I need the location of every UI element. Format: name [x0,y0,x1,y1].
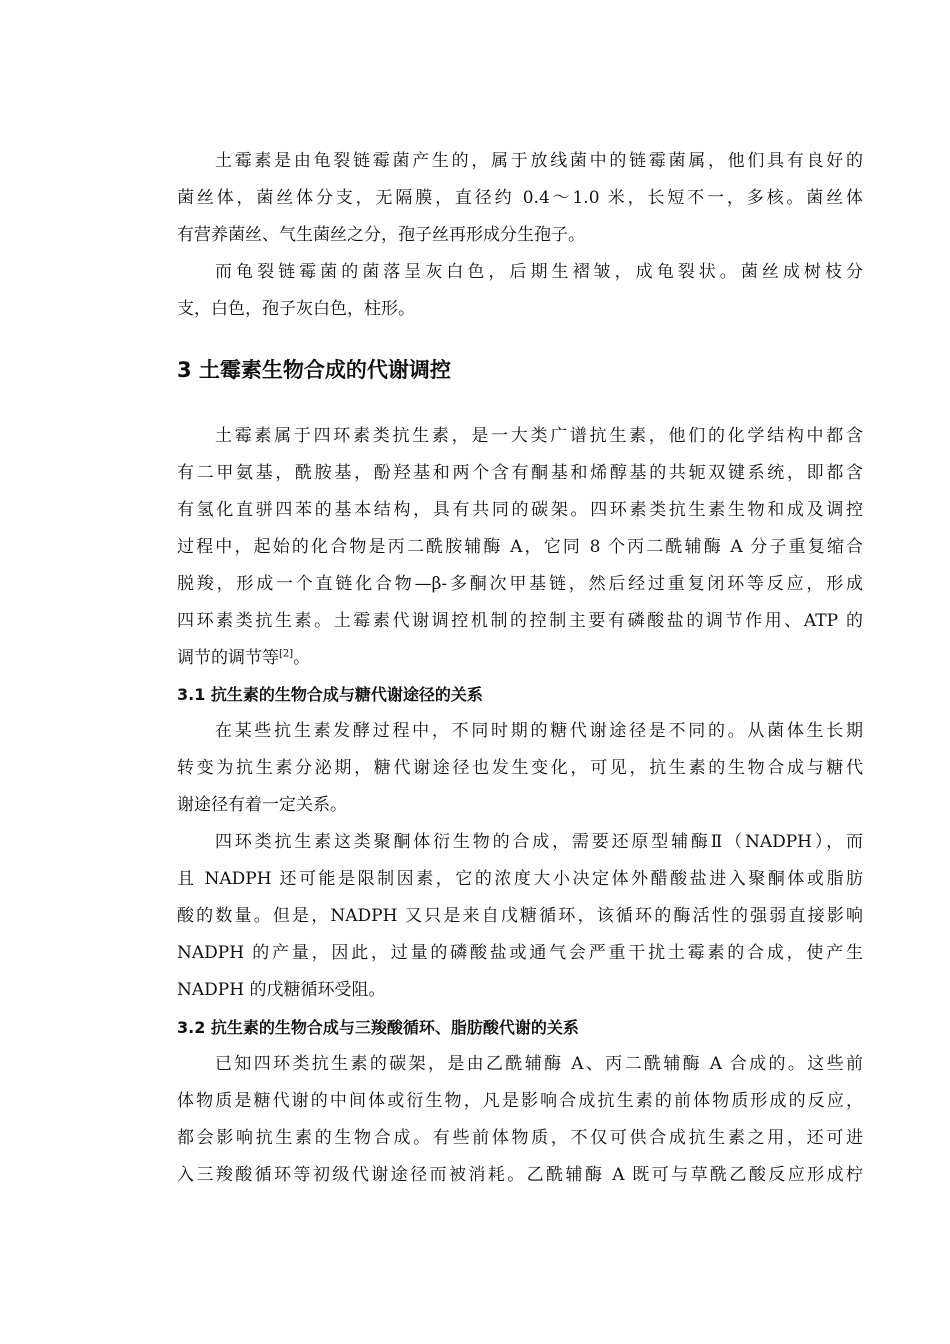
text-line: 已知四环类抗生素的碳架，是由乙酰辅酶 A、丙二酰辅酶 A 合成的。这些前 [215,1054,863,1074]
text-line: 酸的数量。但是，NADPH 又只是来自戊糖循环，该循环的酶活性的强弱直接影响 [177,906,863,926]
section-heading-3-1: 3.1 抗生素的生物合成与糖代谢途径的关系 [177,685,483,704]
text-line: 四环类抗生素这类聚酮体衍生物的合成，需要还原型辅酶Ⅱ（NADPH），而 [215,832,863,852]
paragraph-sugar-metabolism [177,713,863,824]
text-run: 调节的调节等 [177,648,279,668]
text-line: 入三羧酸循环等初级代谢途径而被消耗。乙酰辅酶 A 既可与草酰乙酸反应形成柠 [177,1165,863,1185]
text-line: 而龟裂链霉菌的菌落呈灰白色，后期生褶皱，成龟裂状。菌丝成树枝分 [215,262,863,282]
text-line: 谢途径有着一定关系。 [177,795,347,815]
text-line: 且 NADPH 还可能是限制因素，它的浓度大小决定体外醋酸盐进入聚酮体或脂肪 [177,869,863,889]
text-line [177,640,863,677]
text-line: 在某些抗生素发酵过程中，不同时期的糖代谢途径是不同的。从菌体生长期 [215,721,863,741]
text-line: NADPH 的戊糖循环受阻。 [177,980,386,1000]
text-line: 有氢化直骈四苯的基本结构，具有共同的碳架。四环素类抗生素生物和成及调控 [177,500,863,520]
text-line: 体物质是糖代谢的中间体或衍生物，凡是影响合成抗生素的前体物质形成的反应， [177,1091,863,1111]
text-line: 有营养菌丝、气生菌丝之分，孢子丝再形成分生孢子。 [177,225,585,245]
paragraph-tetracycline-structure [177,418,863,677]
paragraph-streptomyces-description [177,143,863,254]
text-line: 土霉素是由龟裂链霉菌产生的，属于放线菌中的链霉菌属，他们具有良好的 [215,151,863,171]
text-line: 有二甲氨基，酰胺基，酚羟基和两个含有酮基和烯醇基的共轭双键系统，即都含 [177,463,863,483]
text-line: NADPH 的产量，因此，过量的磷酸盐或通气会严重干扰土霉素的合成，使产生 [177,943,863,963]
citation-reference: [2] [279,648,294,660]
text-line: 土霉素属于四环素类抗生素，是一大类广谱抗生素，他们的化学结构中都含 [215,426,863,446]
text-line: 过程中，起始的化合物是丙二酰胺辅酶 A，它同 8 个丙二酰辅酶 A 分子重复缩合 [177,537,863,557]
section-heading-3: 3 土霉素生物合成的代谢调控 [177,358,451,382]
text-line: 菌丝体，菌丝体分支，无隔膜，直径约 0.4～1.0 米，长短不一，多核。菌丝体 [177,188,863,208]
text-line: 脱羧，形成一个直链化合物—β-多酮次甲基链，然后经过重复闭环等反应，形成 [177,574,863,594]
text-line: 支，白色，孢子灰白色，柱形。 [177,299,415,319]
text-line: 四环素类抗生素。土霉素代谢调控机制的控制主要有磷酸盐的调节作用、ATP 的 [177,611,863,631]
text-run: 。 [293,648,311,668]
paragraph-colony-description [177,254,863,328]
text-line: 都会影响抗生素的生物合成。有些前体物质，不仅可供合成抗生素之用，还可进 [177,1128,863,1148]
text-line: 转变为抗生素分泌期，糖代谢途径也发生变化，可见，抗生素的生物合成与糖代 [177,758,863,778]
section-heading-3-2: 3.2 抗生素的生物合成与三羧酸循环、脂肪酸代谢的关系 [177,1018,579,1037]
paragraph-tca-cycle [177,1046,863,1194]
paragraph-nadph [177,824,863,1009]
